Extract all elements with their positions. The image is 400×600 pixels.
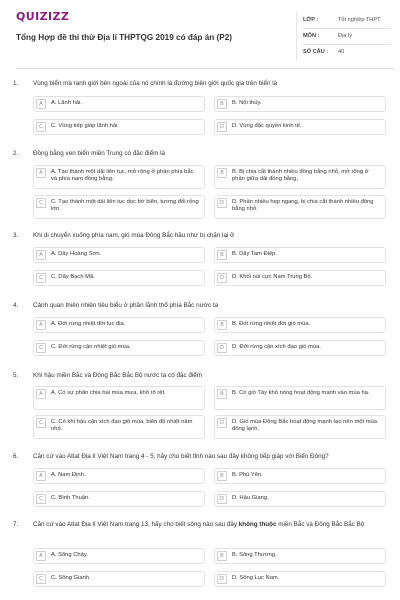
answer-option-c[interactable] [33,415,205,439]
answer-option-d[interactable] [214,340,386,356]
option-text: B. Dãy Tam Điệp. [232,251,277,257]
option-letter: D [217,343,227,353]
answer-option-a[interactable] [33,317,205,333]
option-letter: A [36,168,46,178]
option-letter: B [217,168,227,178]
answer-option-d[interactable] [214,415,386,439]
option-text: A. Sông Chảy. [51,552,88,558]
option-letter: B [217,471,227,481]
question-text: Vùng biển mà ranh giới bên ngoài của nó chính là đường biên giới quốc gia trên biển là [33,80,278,87]
option-text: B. Nội thủy. [232,100,262,106]
answer-option-a[interactable] [33,548,205,564]
answer-option-b[interactable] [214,548,386,564]
option-letter: C [36,343,46,353]
option-text: A. Tạo thành một dải liên tục, mở rộng ở phần phía bắc và phía nam đồng bằng. [51,169,194,183]
answer-option-c[interactable] [33,340,205,356]
quizizz-logo: QUIZIZZ [16,10,70,23]
meta-value: Tốt nghiệp THPT [338,17,381,23]
option-letter: B [217,320,227,330]
option-text: C. Bình Thuận. [51,495,90,501]
answer-option-d[interactable] [214,119,386,135]
option-letter: A [36,320,46,330]
option-letter: C [36,122,46,132]
question-text: Khi di chuyển xuống phía nam, gió mùa Đông Bắc hầu như bị chặn lại ở [33,232,235,239]
question-text: Khí hậu miền Bắc và Đông Bắc Bắc Bộ nước ta có đặc điểm [33,372,203,379]
option-letter: C [36,418,46,428]
answer-option-b[interactable] [214,468,386,484]
question-text: Cảnh quan thiên nhiên tiêu biểu ở phần lãnh thổ phía Bắc nước ta [33,302,219,309]
answer-option-c[interactable] [33,571,205,587]
answer-option-b[interactable] [214,317,386,333]
option-letter: B [217,99,227,109]
option-letter: D [217,122,227,132]
option-text: C. Đới rừng cận nhiệt gió mùa. [51,344,131,350]
option-text: D. Gió mùa Đông Bắc hoạt động mạnh tạo nên một mùa đông lạnh. [232,419,378,433]
option-letter: A [36,99,46,109]
answer-option-d[interactable] [214,195,386,219]
worksheet-header [0,0,400,70]
answer-option-b[interactable] [214,386,386,410]
meta-label: MÔN : [303,33,320,39]
question-number: 3. [13,232,19,239]
answer-option-c[interactable] [33,270,205,286]
option-letter: A [36,389,46,399]
meta-box [296,12,392,59]
option-letter: C [36,198,46,208]
option-letter: D [217,418,227,428]
option-letter: B [217,250,227,260]
option-text: A. Đới rừng nhiệt đới lục địa. [51,321,126,327]
option-text: D. Đới rừng cận xích đạo gió mùa. [232,344,321,350]
header-divider [16,68,394,69]
option-letter: C [36,273,46,283]
answer-option-c[interactable] [33,195,205,219]
option-letter: D [217,574,227,584]
option-letter: D [217,198,227,208]
meta-label: LỚP : [303,17,319,23]
option-text: C. Sông Gianh. [51,575,91,581]
question-text: Căn cứ vào Atlat Địa lí Việt Nam trang 4 - 5, hãy cho biết tỉnh nào sau đây không tiếp giáp với Biển Đông? [33,453,329,460]
option-letter: D [217,273,227,283]
option-text: D. Khối núi cực Nam Trung Bộ. [232,274,313,280]
answer-option-c[interactable] [33,491,205,507]
option-text: B. Đới rừng nhiệt đới gió mùa. [232,321,311,327]
option-text: D. Hậu Giang. [232,495,269,501]
meta-value: 40 [338,49,345,55]
meta-value: Địa lý [338,33,352,39]
question-number: 6. [13,453,19,460]
question-text-part: miền Bắc và Đông Bắc Bắc Bộ [276,521,365,528]
option-letter: C [36,494,46,504]
question-text: Đồng bằng ven biển miền Trung có đặc điểm là [33,150,165,157]
option-text: B. Bị chia cắt thành nhiều đồng bằng nhỏ, mở rộng ở phần giữa dải đồng bằng, [232,169,369,183]
answer-option-a[interactable] [33,96,205,112]
answer-option-a[interactable] [33,165,205,189]
answer-option-b[interactable] [214,247,386,263]
option-text: C. Vùng tiếp giáp lãnh hải. [51,123,120,129]
option-text: C. Tạo thành một dải liên tục dọc bờ biển, tương đối rộng lớn. [51,199,199,213]
option-letter: B [217,551,227,561]
option-letter: A [36,551,46,561]
option-letter: D [217,494,227,504]
option-text: D. Vùng đặc quyền kinh tế. [232,123,302,129]
option-letter: A [36,250,46,260]
answer-option-d[interactable] [214,571,386,587]
option-text: C. Dãy Bạch Mã. [51,274,95,280]
answer-option-b[interactable] [214,165,386,189]
question-text-emphasis: không thuộc [238,521,277,528]
meta-divider [303,28,391,29]
option-text: B. Có gió Tây khô nóng hoạt động mạnh vào mùa hạ. [232,390,370,396]
option-letter: A [36,471,46,481]
option-text: D. Phần nhiều hẹp ngang, bị chia cắt thành nhiều đồng bằng nhỏ. [232,199,374,213]
page-title: Tổng Hợp đề thi thử Địa lí THPTQG 2019 có đáp án (P2) [16,33,233,42]
option-text: B. Sông Thương. [232,552,277,558]
option-text: C. Có khí hậu cận xích đạo gió mùa, biên độ nhiệt năm nhỏ. [51,419,193,433]
answer-option-b[interactable] [214,96,386,112]
option-text: D. Sông Lục Nam. [232,575,280,581]
option-text: B. Phú Yên. [232,472,263,478]
question-text [33,521,373,530]
question-number: 2. [13,150,19,157]
option-text: A. Nam Định. [51,472,86,478]
option-text: A. Có sự phân chia hai mùa mưa, khô rõ rệt. [51,390,166,396]
meta-divider [303,44,391,45]
question-number: 7. [13,521,19,528]
answer-option-c[interactable] [33,119,205,135]
answer-option-d[interactable] [214,270,386,286]
answer-option-a[interactable] [33,247,205,263]
option-text: A. Lãnh hải. [51,100,82,106]
meta-label: SỐ CÂU : [303,49,329,55]
answer-option-a[interactable] [33,386,205,410]
question-number: 4. [13,302,19,309]
option-letter: B [217,389,227,399]
question-number: 1. [13,80,19,87]
answer-option-a[interactable] [33,468,205,484]
question-number: 5. [13,372,19,379]
question-text-part: Căn cứ vào Atlat Địa lí Việt Nam trang 13, hãy cho biết sông nào sau đây [33,521,239,528]
answer-option-d[interactable] [214,491,386,507]
option-text: A. Dãy Hoàng Sơn. [51,251,102,257]
option-letter: C [36,574,46,584]
